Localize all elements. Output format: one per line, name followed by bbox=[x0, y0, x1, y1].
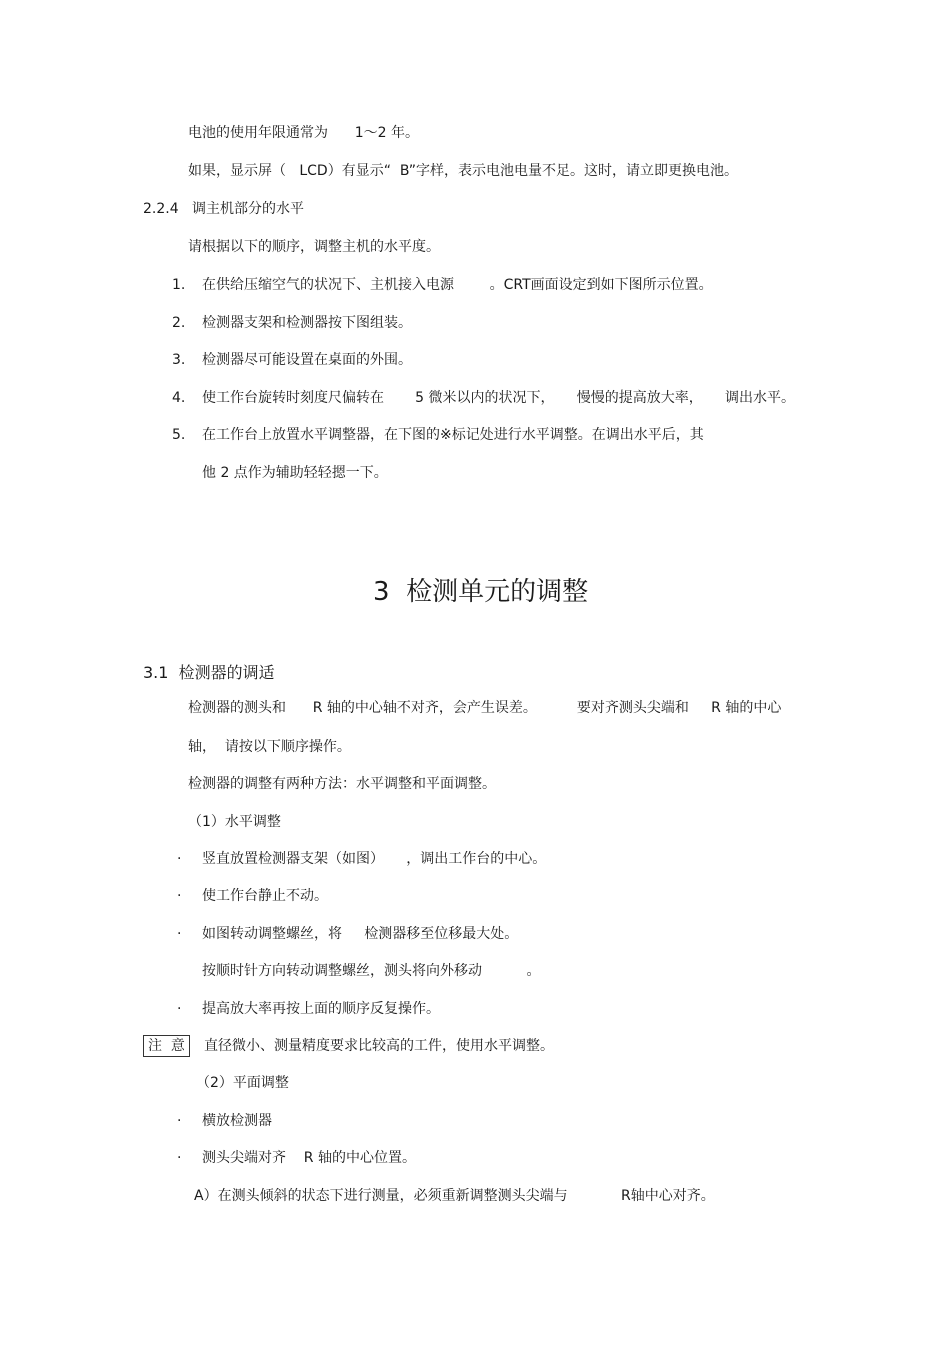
list-item-2: 检测器支架和检测器按下图组装。 bbox=[202, 315, 412, 331]
bullet-5: · bbox=[177, 1113, 182, 1129]
bullet-text-4: 提高放大率再按上面的顺序反复操作。 bbox=[202, 1001, 440, 1017]
section-2-2-4-heading: 2.2.4 调主机部分的水平 bbox=[143, 201, 304, 217]
text-alignment-error: 检测器的测头和 R 轴的中心轴不对齐，会产生误差。 要对齐测头尖端和 R 轴的中心 bbox=[188, 700, 782, 716]
section-3-1-heading: 3.1 检测器的调适 bbox=[143, 663, 275, 682]
list-item-5-continued: 他 2 点作为辅助轻轻摁一下。 bbox=[202, 465, 388, 481]
list-item-3: 检测器尽可能设置在桌面的外围。 bbox=[202, 352, 412, 368]
list-item-1: 在供给压缩空气的状况下、主机接入电源 。CRT画面设定到如下图所示位置。 bbox=[202, 277, 713, 293]
bullet-text-5: 横放检测器 bbox=[202, 1113, 272, 1129]
bullet-2: · bbox=[177, 888, 182, 904]
text-battery-life: 电池的使用年限通常为 1～2 年。 bbox=[188, 125, 419, 141]
bullet-6: · bbox=[177, 1150, 182, 1166]
text-alignment-error-continued: 轴， 请按以下顺序操作。 bbox=[188, 739, 351, 755]
bullet-4: · bbox=[177, 1001, 182, 1017]
text-two-methods: 检测器的调整有两种方法：水平调整和平面调整。 bbox=[188, 776, 496, 792]
bullet-text-3: 如图转动调整螺丝，将 检测器移至位移最大处。 bbox=[202, 926, 519, 942]
bullet-1: · bbox=[177, 851, 182, 867]
list-number-4: 4. bbox=[172, 390, 186, 406]
list-item-4: 使工作台旋转时刻度尺偏转在 5 微米以内的状况下， 慢慢的提高放大率， 调出水平。 bbox=[202, 390, 796, 406]
list-number-2: 2. bbox=[172, 315, 186, 331]
chapter-3-title: 3 检测单元的调整 bbox=[373, 577, 589, 607]
list-number-5: 5. bbox=[172, 427, 186, 443]
bullet-text-3-continued: 按顺时针方向转动调整螺丝，测头将向外移动 。 bbox=[202, 963, 541, 979]
text-tilted-measurement: A）在测头倾斜的状态下进行测量，必须重新调整测头尖端与 R轴中心对齐。 bbox=[194, 1188, 715, 1204]
text-procedure-intro: 请根据以下的顺序，调整主机的水平度。 bbox=[188, 239, 440, 255]
list-number-3: 3. bbox=[172, 352, 186, 368]
note-text: 直径微小、测量精度要求比较高的工件，使用水平调整。 bbox=[204, 1038, 554, 1054]
list-item-5: 在工作台上放置水平调整器，在下图的※标记处进行水平调整。在调出水平后，其 bbox=[202, 427, 704, 443]
bullet-text-6: 测头尖端对齐 R 轴的中心位置。 bbox=[202, 1150, 416, 1166]
note-label-box: 注 意 bbox=[143, 1035, 190, 1057]
text-lcd-warning: 如果，显示屏（ LCD）有显示“ B”字样，表示电池电量不足。这时，请立即更换电池。 bbox=[188, 163, 738, 179]
bullet-text-2: 使工作台静止不动。 bbox=[202, 888, 328, 904]
subheading-horizontal-adjust: （1）水平调整 bbox=[188, 814, 281, 830]
bullet-text-1: 竖直放置检测器支架（如图） ，调出工作台的中心。 bbox=[202, 851, 547, 867]
bullet-3: · bbox=[177, 926, 182, 942]
subheading-plane-adjust: （2）平面调整 bbox=[196, 1075, 289, 1091]
list-number-1: 1. bbox=[172, 277, 186, 293]
